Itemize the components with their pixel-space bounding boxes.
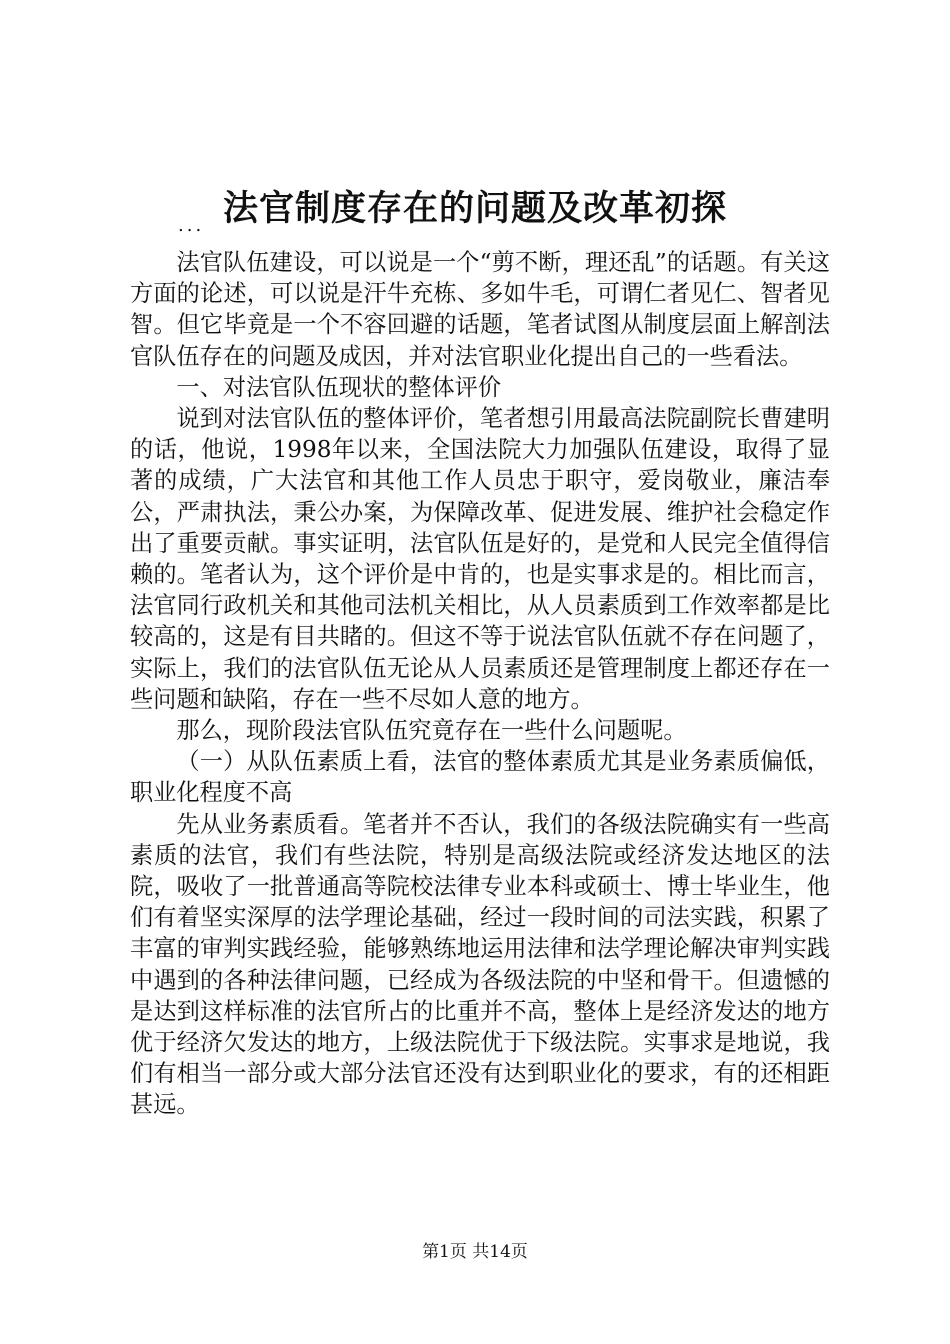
- paragraph-evaluation: 说到对法官队伍的整体评价，笔者想引用最高法院副院长曹建明的话，他说，1998年以来，全国法院大力加强队伍建设，取得了显著的成绩，广大法官和其他工作人员忠于职守，爱岗敬业，廉洁奉公，严肃执法，秉公办案，为保障改革、促进发展、维护社会稳定作出了重要贡献。事实证明，法官队伍是好的，是党和人民完全值得信赖的。笔者认为，这个评价是中肯的，也是实事求是的。相比而言，法官同行政机关和其他司法机关相比，从人员素质到工作效率都是比较高的，这是有目共睹的。但这不等于说法官队伍就不存在问题了，实际上，我们的法官队伍无论从人员素质还是管理制度上都还存在一些问题和缺陷，存在一些不尽如人意的地方。: [130, 405, 830, 713]
- subsection-heading-1: （一）从队伍素质上看，法官的整体素质尤其是业务素质偏低，职业化程度不高: [130, 748, 830, 807]
- document-title: 法官制度存在的问题及改革初探: [222, 188, 727, 229]
- page-number: 第1页 共14页: [422, 1242, 528, 1262]
- paragraph-intro: 法官队伍建设，可以说是一个“剪不断，理还乱”的话题。有关这方面的论述，可以说是汗牛充栋、多如牛毛，可谓仁者见仁、智者见智。但它毕竟是一个不容回避的话题，笔者试图从制度层面上解剖法官队伍存在的问题及成因，并对法官职业化提出自己的一些看法。: [130, 249, 830, 370]
- section-heading-1: 一、对法官队伍现状的整体评价: [176, 373, 502, 401]
- paragraph-question: 那么，现阶段法官队伍究竟存在一些什么问题呢。: [176, 717, 687, 745]
- ellipsis-marker: ...: [178, 215, 205, 236]
- document-body: [130, 247, 830, 1121]
- paragraph-quality: 先从业务素质看。笔者并不否认，我们的各级法院确实有一些高素质的法官，我们有些法院，特别是高级法院或经济发达地区的法院，吸收了一批普通高等院校法律专业本科或硕士、博士毕业生，他们有着坚实深厚的法学理论基础，经过一段时间的司法实践，积累了丰富的审判实践经验，能够熟练地运用法律和法学理论解决审判实践中遇到的各种法律问题，已经成为各级法院的中坚和骨干。但遗憾的是达到这样标准的法官所占的比重并不高，整体上是经济发达的地方优于经济欠发达的地方，上级法院优于下级法院。实事求是地说，我们有相当一部分或大部分法官还没有达到职业化的要求，有的还相距甚远。: [130, 810, 830, 1119]
